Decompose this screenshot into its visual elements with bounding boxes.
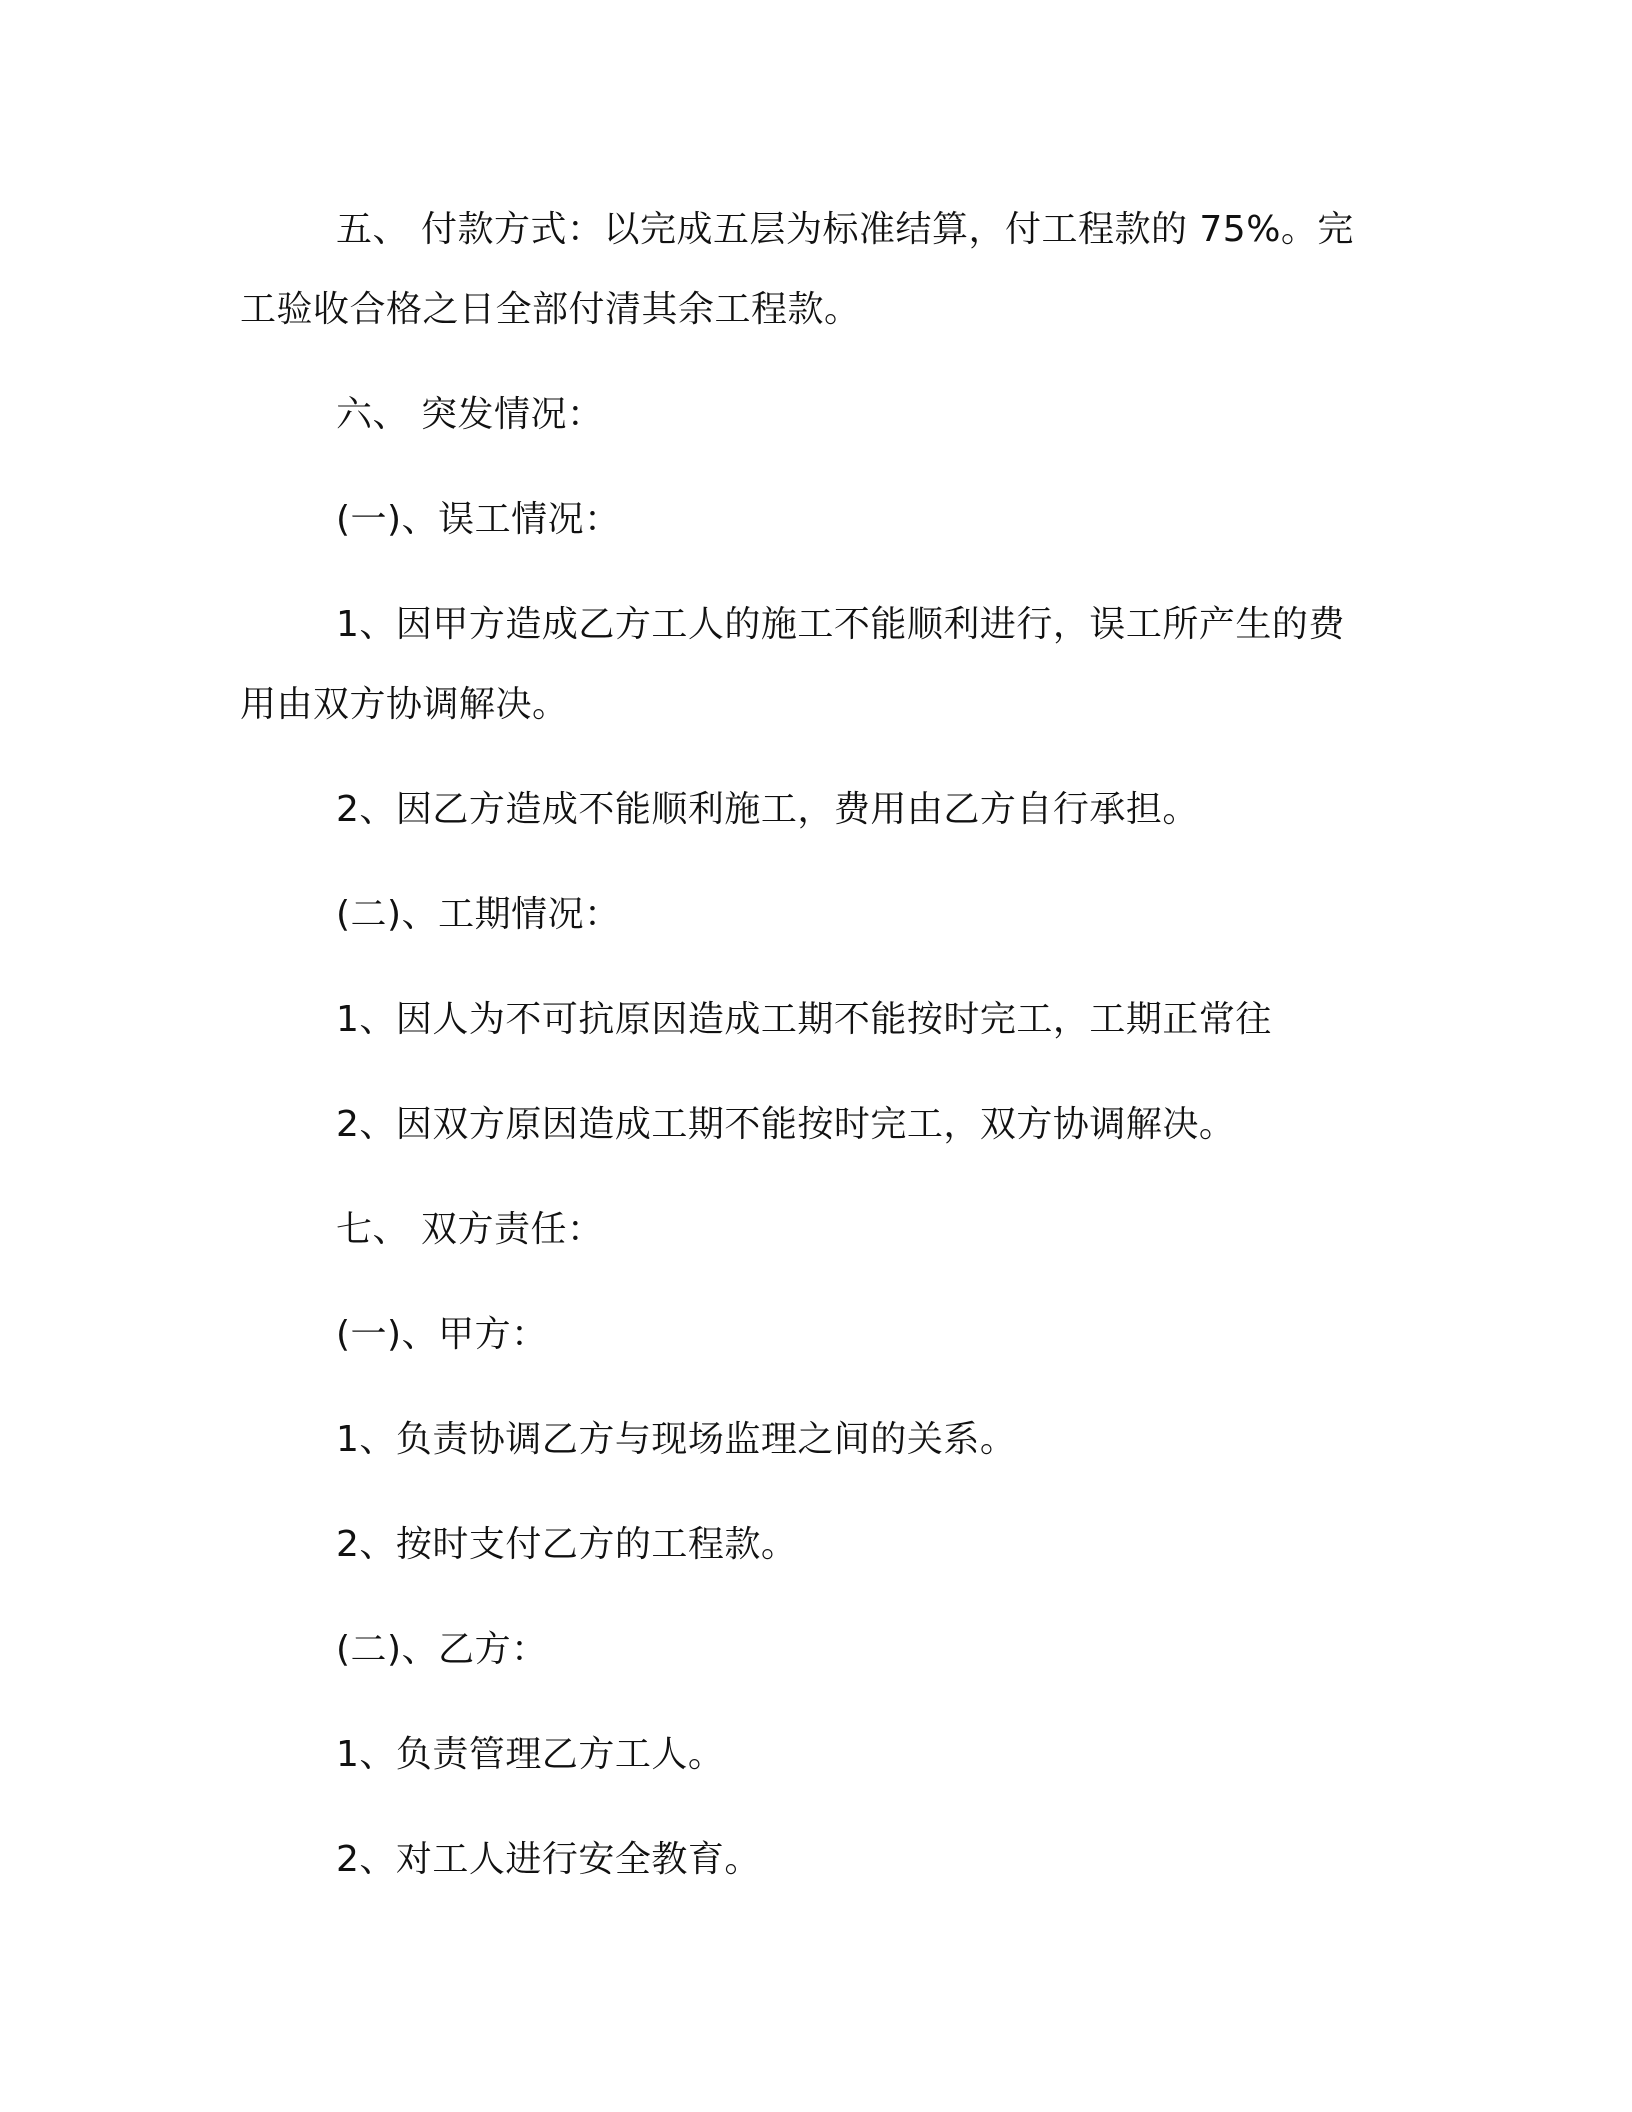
clause-6-1-heading: (一)、误工情况： [336,499,621,540]
clause-6-2-item-2: 2、因双方原因造成工期不能按时完工，双方协调解决。 [336,1104,1236,1145]
clause-6-2-heading: (二)、工期情况： [336,894,621,935]
document-body [240,190,1360,1900]
clause-6-1-item-1: 1、因甲方造成乙方工人的施工不能顺利进行，误工所产生的费用由双方协调解决。 [240,604,1345,725]
clause-7-1-item-1: 1、负责协调乙方与现场监理之间的关系。 [336,1419,1017,1460]
clause-7-2-heading: (二)、乙方： [336,1629,548,1670]
clause-6-1-item-2: 2、因乙方造成不能顺利施工，费用由乙方自行承担。 [336,789,1199,830]
clause-5-payment: 五、 付款方式：以完成五层为标准结算，付工程款的 75%。完工验收合格之日全部付清其余工程款。 [240,209,1354,330]
clause-6-heading: 六、 突发情况： [336,394,604,435]
clause-6-2-item-1: 1、因人为不可抗原因造成工期不能按时完工，工期正常往 [336,999,1272,1040]
clause-7-1-heading: (一)、甲方： [336,1314,548,1355]
clause-7-heading: 七、 双方责任： [336,1209,604,1250]
clause-7-2-item-1: 1、负责管理乙方工人。 [336,1734,725,1775]
clause-7-1-item-2: 2、按时支付乙方的工程款。 [336,1524,798,1565]
clause-7-2-item-2: 2、对工人进行安全教育。 [336,1839,761,1880]
